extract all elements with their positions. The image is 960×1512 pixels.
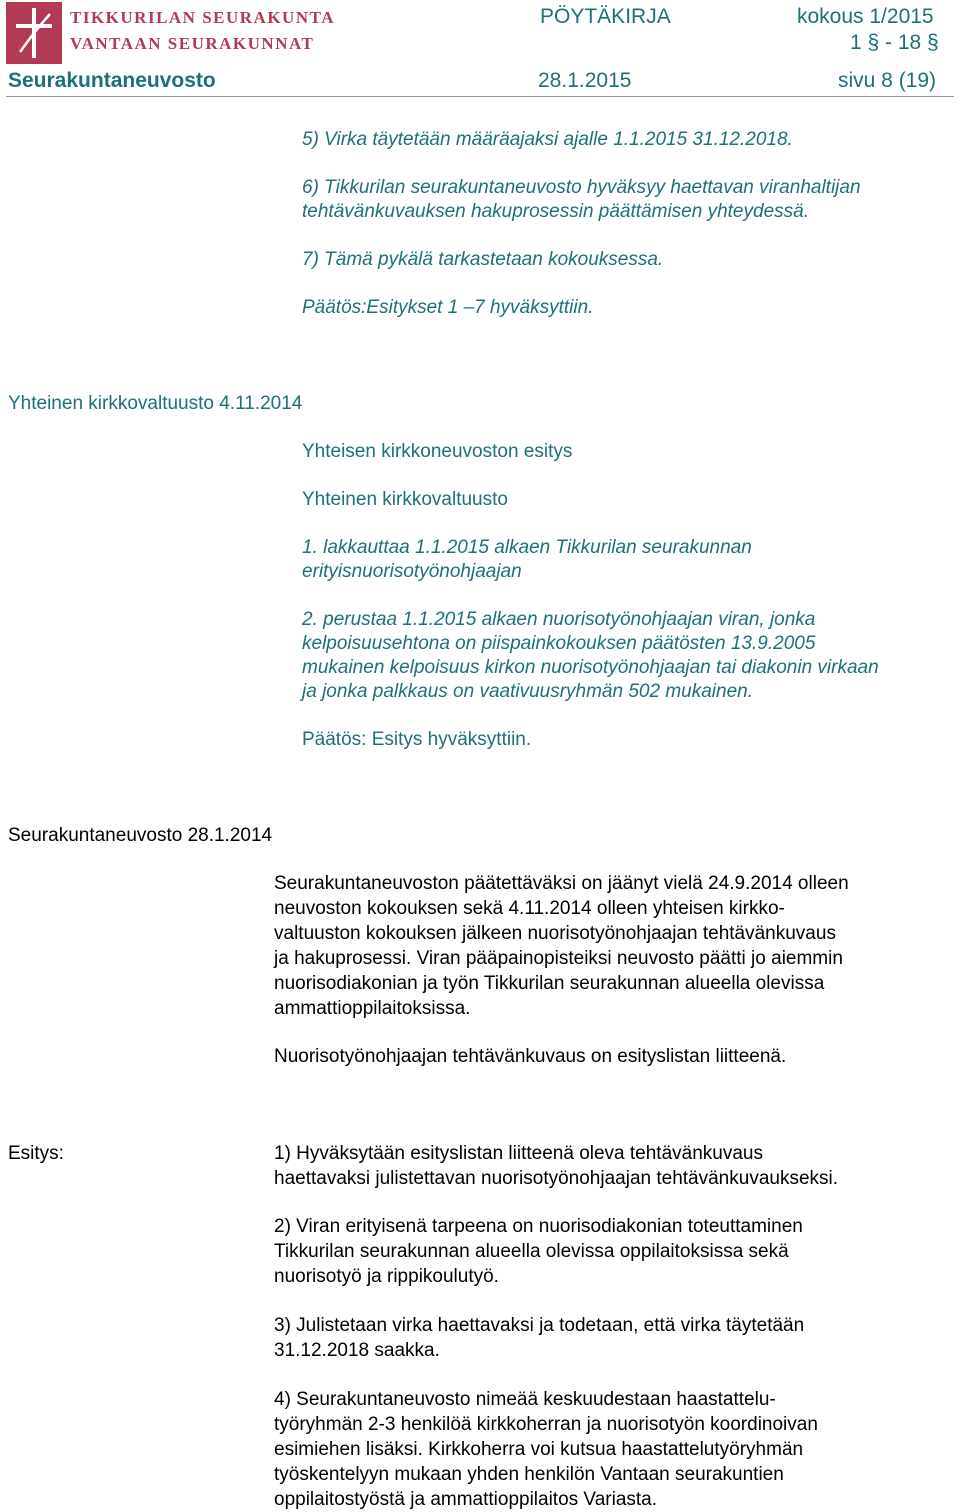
council-sub2: Yhteinen kirkkovaltuusto bbox=[302, 489, 508, 510]
esitys-item2-line1: 2) Viran erityisenä tarpeena on nuorisodiakonian toteuttaminen bbox=[274, 1216, 803, 1237]
decision-2: Päätös: Esitys hyväksyttiin. bbox=[302, 729, 532, 750]
parish-p2: Nuorisotyönohjaajan tehtävänkuvaus on esityslistan liitteenä. bbox=[274, 1046, 787, 1067]
esitys-item4-line2: työryhmän 2-3 henkilöä kirkkoherran ja nuorisotyön koordinoivan bbox=[274, 1414, 818, 1435]
parish-p1-line3: valtuuston kokouksen jälkeen nuorisotyönohjaajan tehtävänkuvaus bbox=[274, 923, 836, 944]
esitys-item1-line2: haettavaksi julistettavan nuorisotyönohjaajan tehtävänkuvaukseksi. bbox=[274, 1168, 839, 1189]
council-sub1: Yhteisen kirkkoneuvoston esitys bbox=[302, 441, 573, 462]
item-5: 5) Virka täytetään määräajaksi ajalle 1.1.2015 31.12.2018. bbox=[302, 129, 793, 150]
council-item1-line1: 1. lakkauttaa 1.1.2015 alkaen Tikkurilan seurakunnan bbox=[302, 537, 752, 558]
parish-p1-line1: Seurakuntaneuvoston päätettäväksi on jäänyt vielä 24.9.2014 olleen bbox=[274, 873, 849, 894]
parish-p1-line5: nuorisodiakonian ja työn Tikkurilan seurakunnan alueella olevissa bbox=[274, 973, 825, 994]
heading-parish-council-2014: Seurakuntaneuvosto 28.1.2014 bbox=[8, 825, 273, 846]
esitys-item3-line2: 31.12.2018 saakka. bbox=[274, 1340, 440, 1361]
page-number: sivu 8 (19) bbox=[838, 69, 937, 92]
doc-type: PÖYTÄKIRJA bbox=[540, 5, 671, 28]
heading-council-2014: Yhteinen kirkkovaltuusto 4.11.2014 bbox=[8, 393, 303, 414]
esitys-item4-line1: 4) Seurakuntaneuvosto nimeää keskuudestaan haastattelu- bbox=[274, 1389, 776, 1410]
meeting-date: 28.1.2015 bbox=[538, 69, 632, 92]
council-item2-line1: 2. perustaa 1.1.2015 alkaen nuorisotyönohjaajan viran, jonka bbox=[302, 609, 816, 630]
esitys-item2-line2: Tikkurilan seurakunnan alueella olevissa oppilaitoksissa sekä bbox=[274, 1241, 789, 1262]
esitys-item4-line3: esimiehen lisäksi. Kirkkoherra voi kutsua haastattelutyöryhmän bbox=[274, 1439, 804, 1460]
council-item2-line4: ja jonka palkkaus on vaativuusryhmän 502 mukainen. bbox=[302, 681, 753, 702]
parish-logo-icon bbox=[6, 2, 62, 64]
header-divider bbox=[6, 96, 954, 97]
esitys-item1-line1: 1) Hyväksytään esityslistan liitteenä oleva tehtävänkuvaus bbox=[274, 1143, 763, 1164]
body-name: Seurakuntaneuvosto bbox=[8, 69, 216, 92]
council-item2-line3: mukainen kelpoisuus kirkon nuorisotyönohjaajan tai diakonin virkaan bbox=[302, 657, 879, 678]
item-7: 7) Tämä pykälä tarkastetaan kokouksessa. bbox=[302, 249, 664, 270]
council-item1-line2: erityisnuorisotyönohjaajan bbox=[302, 561, 522, 582]
item-6-line1: 6) Tikkurilan seurakuntaneuvosto hyväksyy haettavan viranhaltijan bbox=[302, 177, 861, 198]
org-name-line2: VANTAAN SEURAKUNNAT bbox=[70, 34, 315, 53]
esitys-item4-line5: oppilaitostyöstä ja ammattioppilaitos Variasta. bbox=[274, 1489, 658, 1510]
parish-p1-line2: neuvoston kokouksen sekä 4.11.2014 olleen yhteisen kirkko- bbox=[274, 898, 785, 919]
esitys-label: Esitys: bbox=[8, 1143, 64, 1164]
decision-1: Päätös:Esitykset 1 –7 hyväksyttiin. bbox=[302, 297, 594, 318]
org-name-line1: TIKKURILAN SEURAKUNTA bbox=[70, 8, 335, 27]
council-item2-line2: kelpoisuusehtona on piispainkokouksen päätösten 13.9.2005 bbox=[302, 633, 816, 654]
esitys-item2-line3: nuorisotyö ja rippikoulutyö. bbox=[274, 1266, 499, 1287]
esitys-item4-line4: työskentelyyn mukaan yhden henkilön Vantaan seurakuntien bbox=[274, 1464, 784, 1485]
parish-p1-line6: ammattioppilaitoksissa. bbox=[274, 998, 471, 1019]
parish-p1-line4: ja hakuprosessi. Viran pääpainopisteiksi neuvosto päätti jo aiemmin bbox=[274, 948, 843, 969]
section-range: 1 § - 18 § bbox=[850, 31, 939, 54]
item-6-line2: tehtävänkuvauksen hakuprosessin päättämisen yhteydessä. bbox=[302, 201, 809, 222]
esitys-item3-line1: 3) Julistetaan virka haettavaksi ja todetaan, että virka täytetään bbox=[274, 1315, 805, 1336]
meeting-number: kokous 1/2015 bbox=[797, 5, 934, 28]
